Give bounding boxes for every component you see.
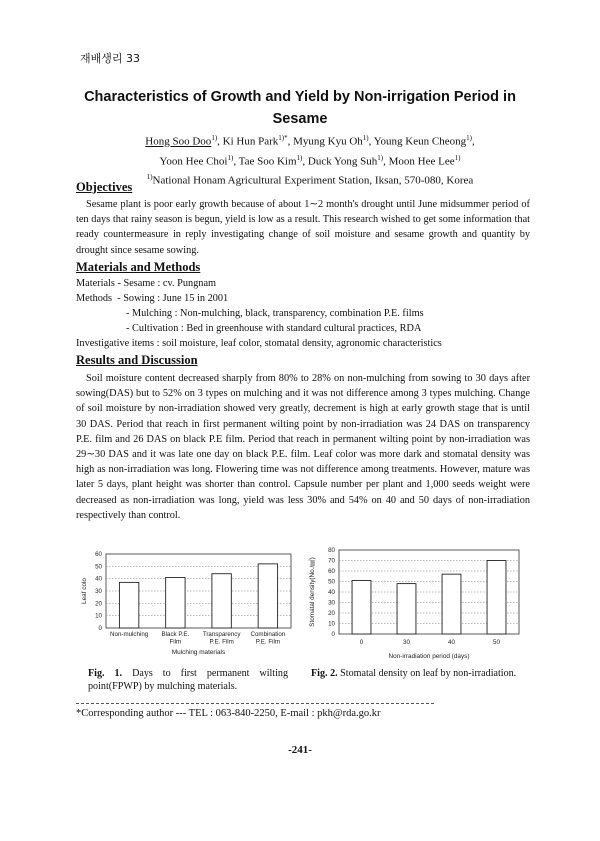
y-tick-label: 60 [95, 551, 102, 558]
results-paragraph [76, 371, 530, 523]
author-sup: 1) [454, 153, 461, 162]
figure-2-plot [307, 547, 519, 660]
y-tick-label: 20 [328, 610, 335, 617]
y-axis-label: Stomatal density(No./㎟) [309, 557, 316, 627]
author-line-1: Hong Soo Doo$^{1)}$, Ki Hun Park$^{1)*}$, Myung Kyu Oh$^{1)}$, Young Keun Cheong$^{1)}$, [145, 134, 475, 148]
y-tick-label: 50 [328, 578, 335, 586]
author-sup: 1)* [278, 134, 288, 142]
figure-1-chart [76, 548, 298, 668]
methods-materials: Materials - Sesame : cv. Pungnam [76, 278, 217, 289]
affiliation-text: National Honam Agricultural Experiment Station, Iksan, 570-080, Korea [152, 174, 474, 187]
y-tick-label: 10 [328, 620, 335, 628]
y-tick-label: 0 [331, 631, 335, 638]
x-axis-label: Non-irradiation period (days) [388, 653, 470, 660]
bar [487, 561, 506, 635]
y-tick-label: 40 [328, 589, 335, 596]
author-sup: 1) [211, 134, 218, 142]
title-line-2: Sesame [272, 111, 328, 127]
y-tick-label: 40 [95, 575, 102, 583]
y-tick-label: 20 [95, 600, 102, 608]
affiliation [100, 169, 520, 189]
methods-mulching: - Mulching : Non-mulching, black, transparency, combination P.E. films [126, 308, 424, 319]
title-line-1: Characteristics of Growth and Yield by Non-irrigation Period in [84, 89, 516, 105]
bar [352, 580, 371, 634]
x-tick-label: Non-mulching [110, 631, 149, 638]
y-tick-label: 30 [95, 588, 102, 595]
y-tick-label: 70 [328, 557, 335, 565]
y-axis-label: Leaf colo [81, 578, 88, 604]
x-tick-label: Black P.E. [161, 631, 190, 638]
x-tick-label: 30 [403, 639, 410, 646]
author-3: Myung Kyu Oh [293, 135, 363, 148]
author-sup: 1) [296, 153, 303, 162]
bar [166, 577, 185, 628]
author-1: Hong Soo Doo [145, 135, 212, 148]
author-sup: 1) [466, 134, 472, 142]
author-5: Yoon Hee Choi [159, 155, 228, 168]
x-tick-label: 40 [448, 639, 455, 646]
author-4: Young Keun Cheong [373, 135, 467, 148]
objectives-text: Sesame plant is poor early growth because of about 1∼2 month's drought until June midsummer period of ten days that rainy season is begun, yield is low as a result. This research wished to get some information that ready countermeasure in reply investigating change of soil moisture and sesame growth and quantity by drought since sesame sowing. [76, 199, 530, 256]
figure-1-caption-text: Days to first permanent wilting point(FPWP) by mulching materials. [88, 668, 289, 692]
author-sup: 1) [227, 153, 234, 162]
figure-2-label: Fig. 2. [311, 668, 338, 679]
y-tick-label: 30 [328, 599, 335, 607]
running-head: 재배생리 33 [80, 52, 140, 65]
figure-1-label: Fig. 1. [88, 668, 123, 679]
x-tick-label: Transparency [202, 631, 241, 638]
footnote-divider [76, 703, 434, 704]
methods-investigative: Investigative items : soil moisture, leaf color, stomatal density, agronomic characteristics [76, 338, 442, 349]
figure-2-chart [305, 546, 533, 668]
y-tick-label: 10 [95, 612, 102, 620]
author-list [100, 130, 520, 189]
x-axis-label: Mulching materials [171, 649, 226, 656]
figure-2-caption [311, 668, 517, 681]
y-tick-label: 80 [328, 547, 335, 554]
y-tick-label: 60 [328, 568, 335, 575]
y-tick-label: 50 [95, 563, 102, 571]
author-line-2: Yoon Hee Choi$^{1)}$, Tae Soo Kim$^{1)}$, Duck Yong Suh$^{1)}$, Moon Hee Lee$^{1)}$ [159, 153, 461, 168]
methods-heading: Materials and Methods [76, 260, 201, 274]
figure-1-caption [88, 668, 288, 693]
bar [397, 584, 416, 634]
x-tick-label: 50 [493, 639, 500, 646]
bar [442, 574, 461, 634]
figure-1-plot [81, 551, 291, 656]
author-8: Moon Hee Lee [388, 155, 455, 168]
page-number: -241- [288, 744, 312, 756]
x-tick-label: P.E. Film [209, 638, 234, 646]
author-6: Tae Soo Kim [238, 155, 297, 168]
affiliation-sup: 1) [146, 173, 153, 182]
author-sup: 1) [377, 153, 384, 162]
objectives-heading: Objectives [76, 180, 133, 194]
x-tick-label: 0 [359, 639, 364, 646]
bar [212, 574, 231, 628]
footnote: *Corresponding author --- TEL : 063-840-2250, E-mail : pkh@rda.go.kr [76, 708, 381, 719]
figure-2-caption-text: Stomatal density on leaf by non-irradiation. [337, 668, 517, 679]
author-sup: 1) [362, 134, 369, 142]
x-tick-label: P.E. Film [255, 638, 281, 646]
results-heading: Results and Discussion [76, 353, 198, 367]
x-tick-label: Combination [250, 631, 286, 638]
author-7: Duck Yong Suh [307, 155, 378, 168]
methods-sowing: Methods - Sowing : June 15 in 2001 [76, 293, 229, 304]
x-tick-label: Film [169, 638, 182, 646]
paper-title [70, 86, 530, 130]
author-2: Ki Hun Park [222, 135, 279, 148]
y-tick-label: 0 [98, 625, 102, 632]
objectives-paragraph [76, 197, 530, 258]
bar [119, 582, 138, 628]
results-text: Soil moisture content decreased sharply from 80% to 28% on non-mulching from sowing to 30 days after sowing(DAS) but to 52% on 3 types on mulching and it was not difference among 3 types mulching. Change of soil moisture by non-irradiation showed very greatly, decrement is high at early growth stage that is until 30 DAS. Period that reach in first permanent wilting point by non-irradiation was 24 DAS on transparency P.E. film and 26 DAS on black P.E film. Period that reach in permanent wilting point by non-irradiation was 29∼30 DAS and it was late one day on black P.E. film. Leaf color was more dark and stomatal density was high as non-irradiation was long. Flowering time was not difference among treatments. However, mature was later 5 days, plant height was shorter than control. Capsule number per plant and 1,000 seeds weight were decreased as non-irradiation was long, yield was less 30% and 54% on 40 and 50 days of non-irradiation respectively than control. [76, 373, 530, 521]
methods-cultivation: - Cultivation : Bed in greenhouse with standard cultural practices, RDA [126, 323, 422, 334]
bar [258, 564, 277, 628]
